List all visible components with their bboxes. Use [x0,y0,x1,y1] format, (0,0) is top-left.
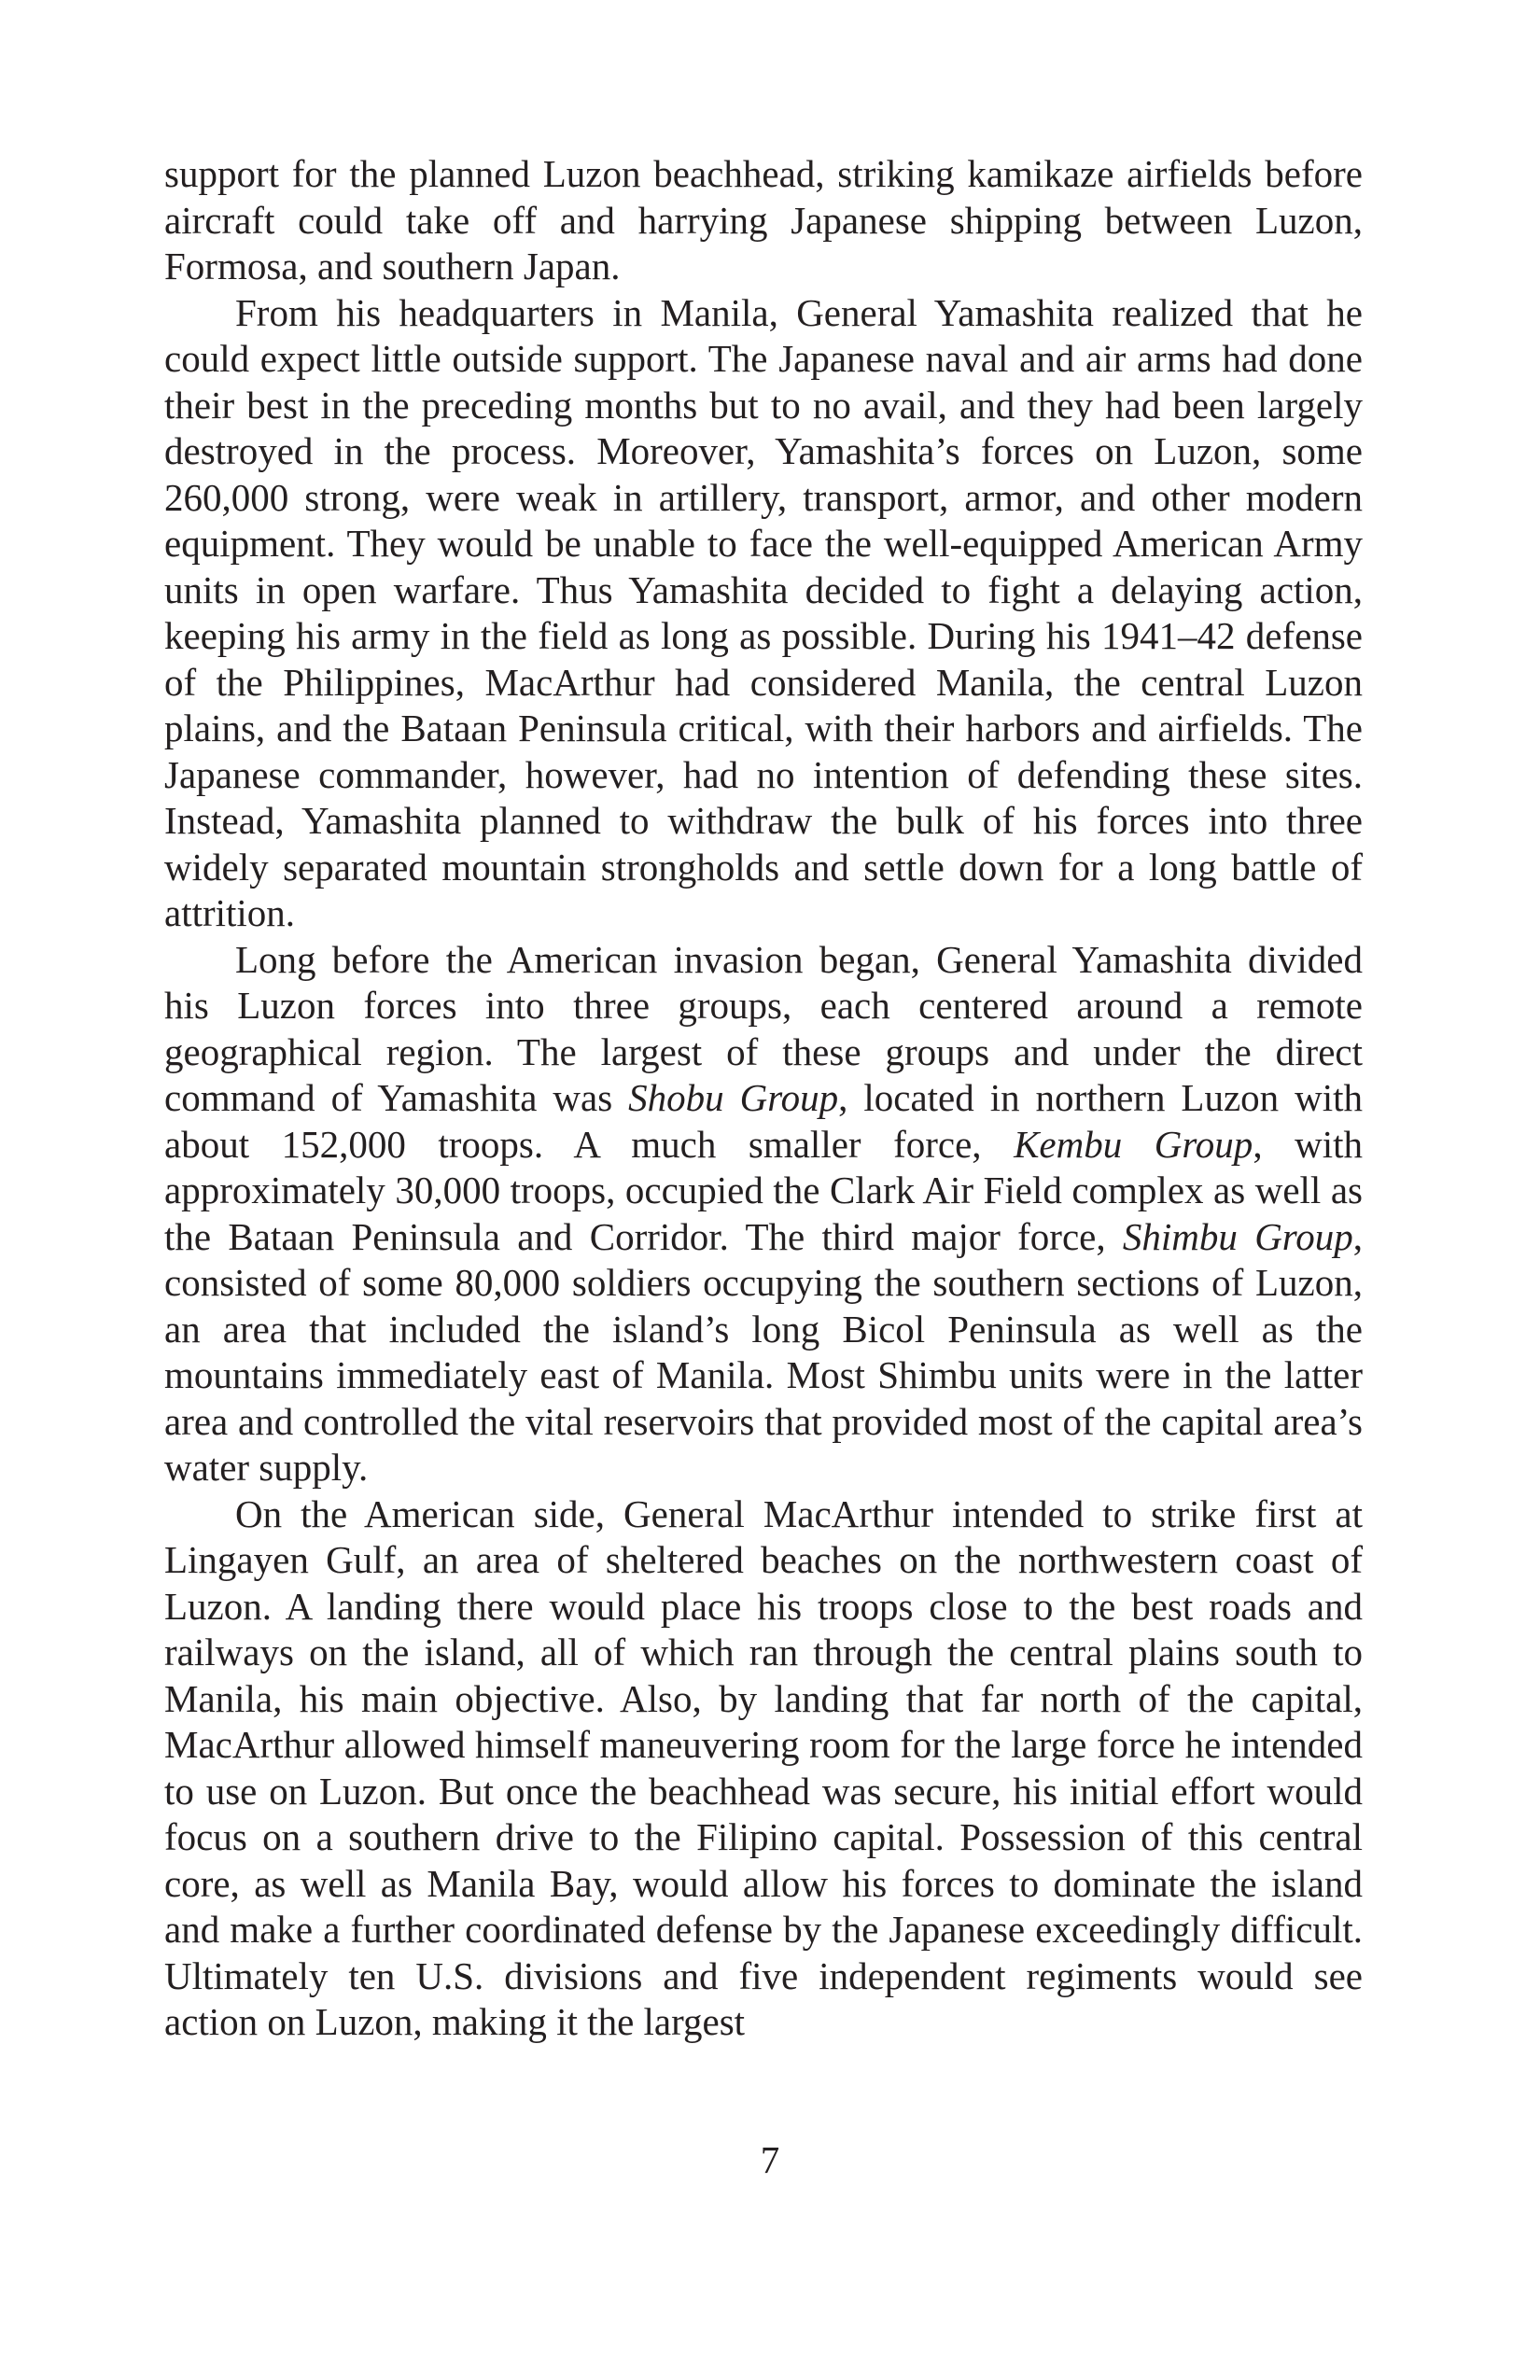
paragraph-text: From his headquarters in Manila, General Yamashita realized that he could expect little outside support. The Japanese naval and air arms had done their best in the preceding months but to no avail, and they had been largely destroyed in the process. Moreover, Yamashita’s forces on Luzon, some 260,000 strong, were weak in artillery, transport, armor, and other modern equipment. They would be unable to face the well-equipped American Army units in open warfare. Thus Yamashita decided to fight a delaying action, keeping his army in the field as long as possible. During his 1941–42 defense of the Philippines, MacArthur had considered Manila, the central Luzon plains, and the Bataan Peninsula critical, with their harbors and airfields. The Japanese commander, however, had no intention of defending these sites. Instead, Yamashita planned to withdraw the bulk of his forces into three widely separated mountain strongholds and settle down for a long battle of attrition. [164,290,1363,934]
italic-group-name: Kembu Group [1014,1122,1253,1166]
paragraph-4 [164,1491,1363,2046]
paragraph-text: Long before the American invasion began, General Yamashita divided his Luzon forces into three groups, each centered around a remote geographical region. The largest of these groups and under the direct command of Yamashita was [164,937,1363,1119]
italic-group-name: Shobu Group [628,1076,839,1119]
paragraph-text: , located in northern Luzon with about 152,000 troops. A much smaller force, [164,1076,1363,1166]
italic-group-name: Shimbu Group [1122,1214,1353,1258]
page-body [164,151,1363,2046]
paragraph-text: , consisted of some 80,000 soldiers occupying the southern sections of Luzon, an area that included the island’s long Bicol Peninsula as well as the mountains immediately east of Manila. Most Shimbu units were in the latter area and controlled the vital reservoirs that provided most of the capital area’s water supply. [164,1214,1363,1489]
paragraph-1 [164,151,1363,290]
paragraph-3 [164,937,1363,1491]
paragraph-text: , with approximately 30,000 troops, occupied the Clark Air Field complex as well as the Bataan Peninsula and Corridor. The third major force, [164,1122,1363,1258]
paragraph-text: On the American side, General MacArthur intended to strike first at Lingayen Gulf, an area of sheltered beaches on the northwestern coast of Luzon. A landing there would place his troops close to the best roads and railways on the island, all of which ran through the central plains south to Manila, his main objective. Also, by landing that far north of the capital, MacArthur allowed himself maneuvering room for the large force he intended to use on Luzon. But once the beachhead was secure, his initial effort would focus on a southern drive to the Filipino capital. Possession of this central core, as well as Manila Bay, would allow his forces to dominate the island and make a further coordinated defense by the Japanese exceedingly difficult. Ultimately ten U.S. divisions and five independent regiments would see action on Luzon, making it the largest [164,1491,1363,2043]
paragraph-2 [164,290,1363,937]
paragraph-text: support for the planned Luzon beachhead, striking kamikaze airfields before aircraft could take off and harrying Japanese shipping between Luzon, Formosa, and southern Japan. [164,152,1363,287]
page-number: 7 [760,2138,780,2181]
